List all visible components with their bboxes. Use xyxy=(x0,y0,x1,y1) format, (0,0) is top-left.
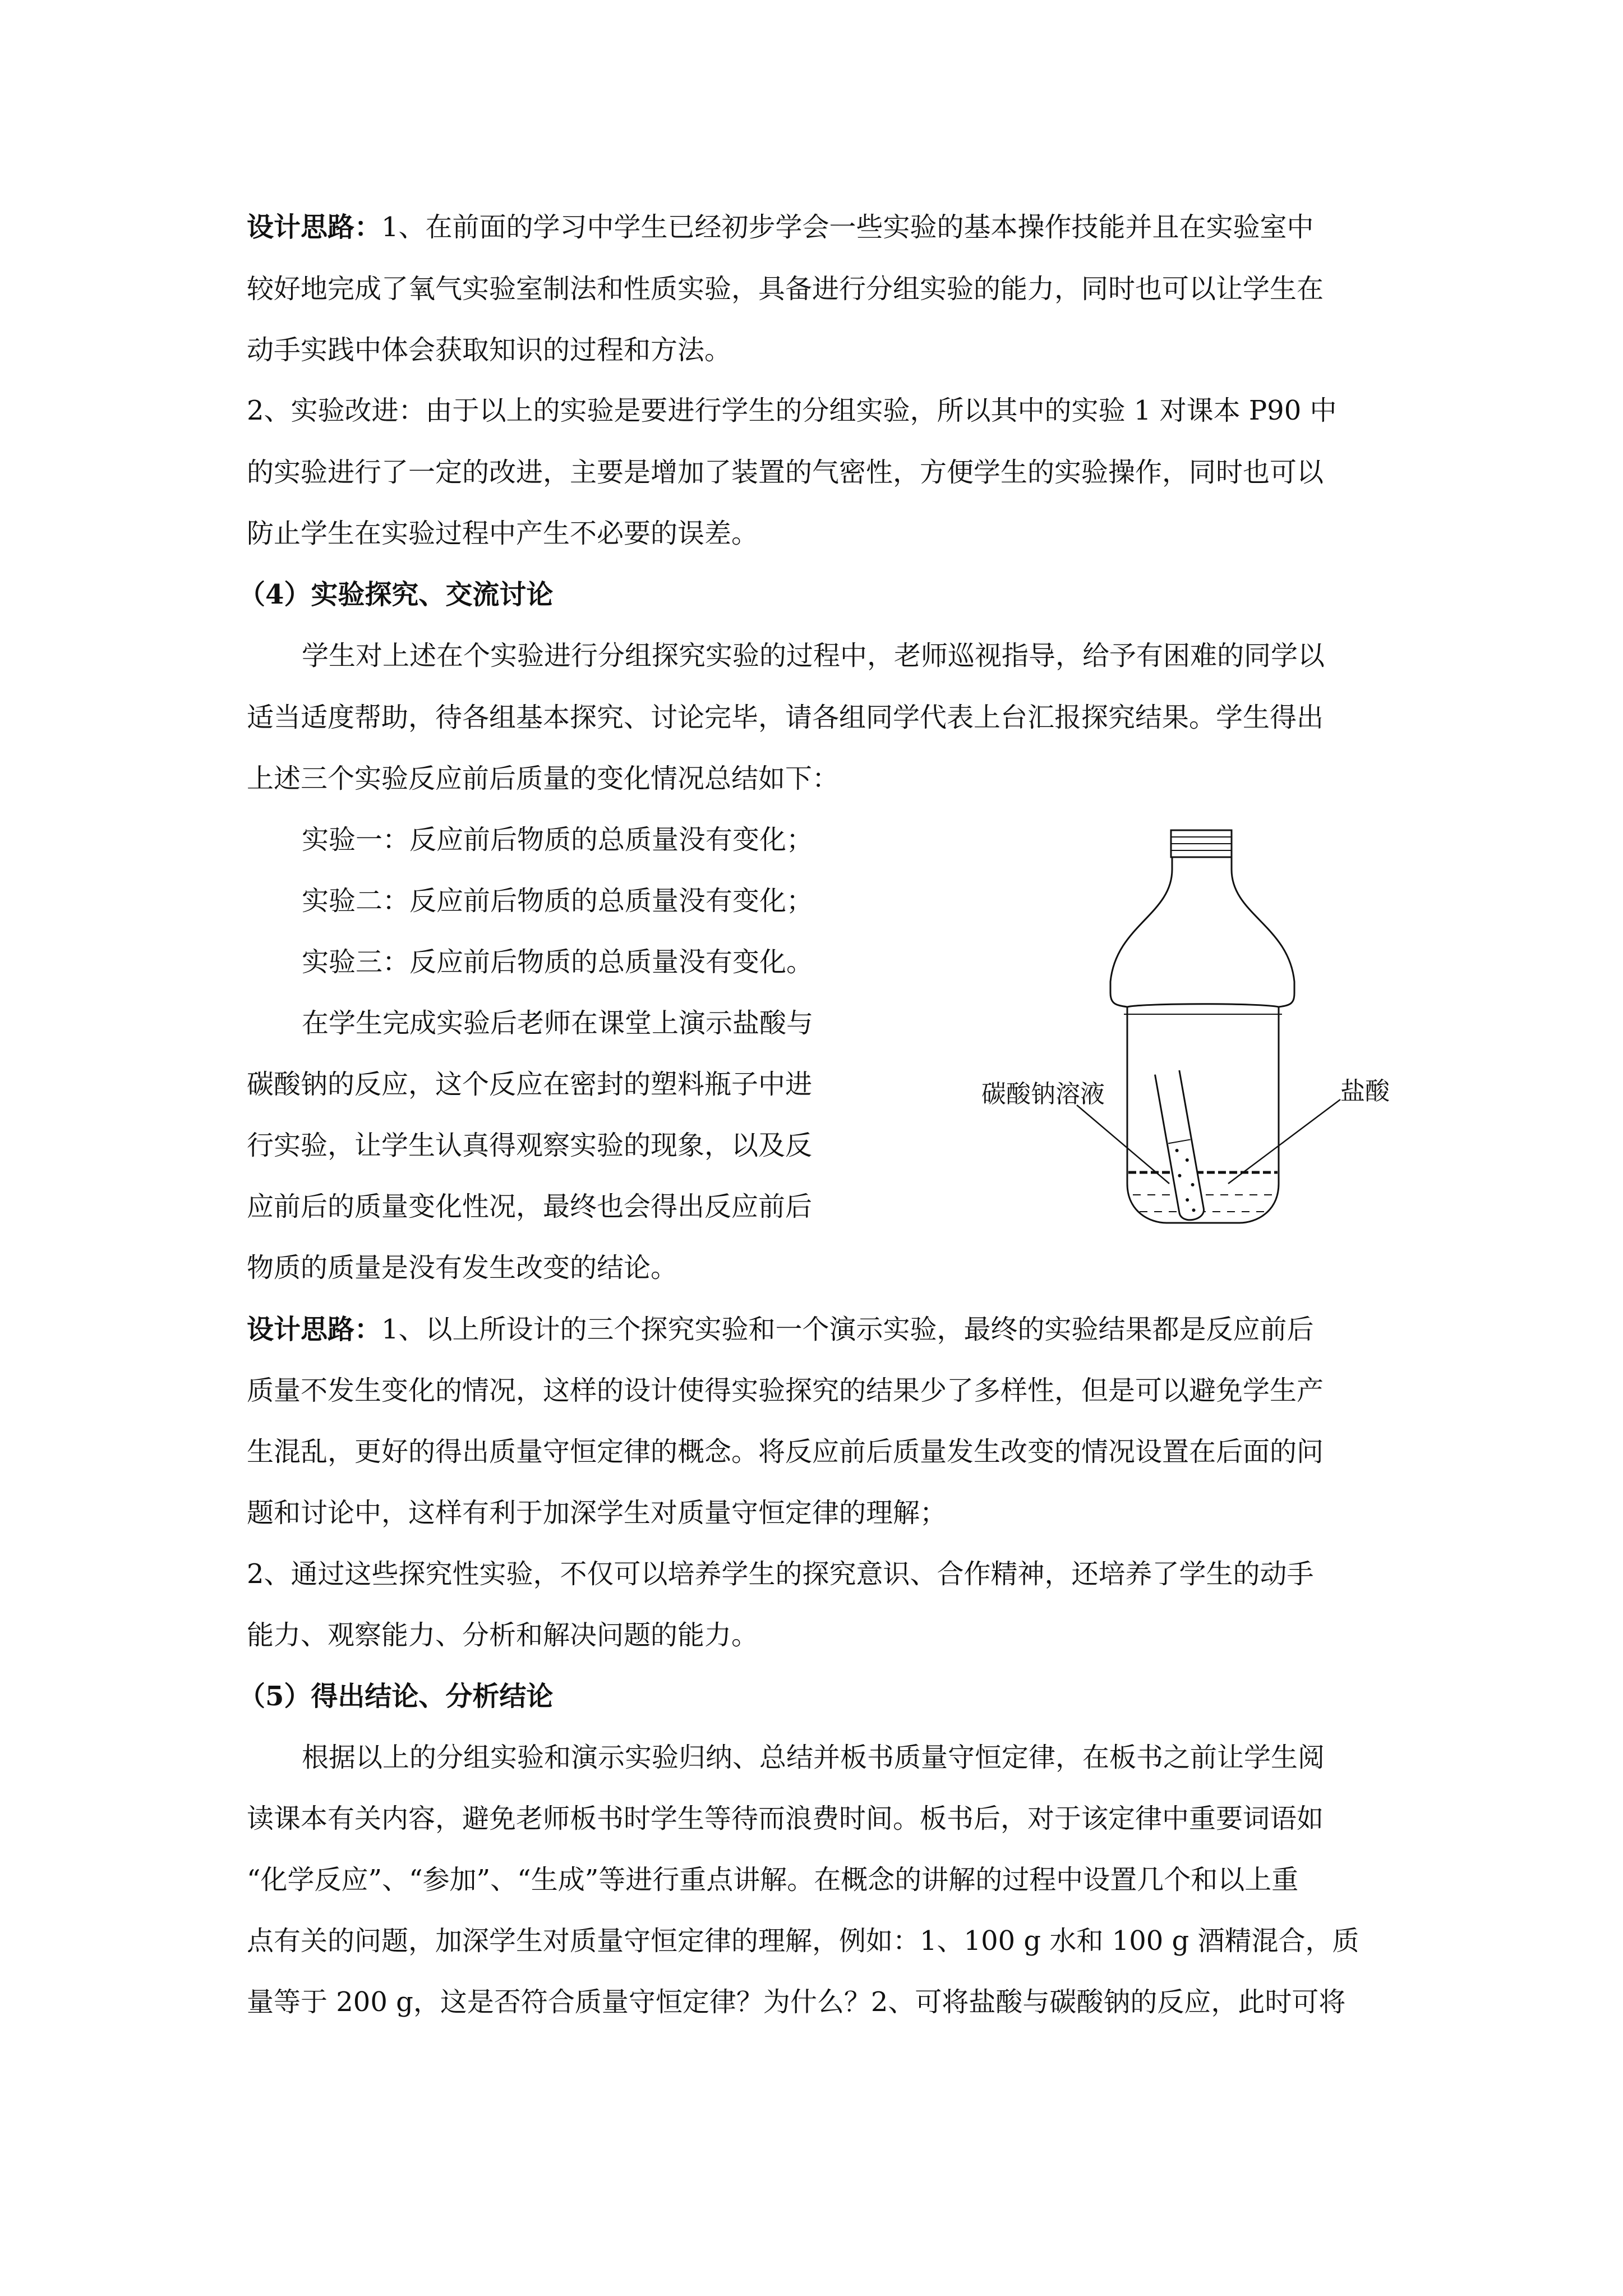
experiment-improvement-line-3: 防止学生在实验过程中产生不必要的误差。 xyxy=(247,518,759,549)
demo-paragraph-line-2: 碳酸钠的反应，这个反应在密封的塑料瓶子中进 xyxy=(247,1069,813,1100)
demo-paragraph-line-1: 在学生完成实验后老师在课堂上演示盐酸与 xyxy=(302,1007,814,1039)
design-idea-1-line-2: 较好地完成了氧气实验室制法和性质实验，具备进行分组实验的能力，同时也可以让学生在 xyxy=(247,273,1324,305)
experiment-result-1: 实验一：反应前后物质的总质量没有变化； xyxy=(302,824,814,855)
label-left-leader xyxy=(1077,1105,1169,1184)
conclusion-paragraph-line-1: 根据以上的分组实验和演示实验归纳、总结并板书质量守恒定律，在板书之前让学生阅 xyxy=(302,1742,1325,1773)
label-hydrochloric-acid: 盐酸 xyxy=(1340,1077,1390,1106)
inquiry-paragraph-line-3: 上述三个实验反应前后质量的变化情况总结如下： xyxy=(247,763,840,794)
design-idea-1-line-1 xyxy=(247,210,1314,244)
sealed-bottle-figure xyxy=(976,825,1424,1273)
conclusion-paragraph-line-5: 量等于 200 g，这是否符合质量守恒定律？为什么？2、可将盐酸与碳酸钠的反应，此时可将 xyxy=(247,1986,1346,2018)
text: 1、以上所设计的三个探究实验和一个演示实验，最终的实验结果都是反应前后 xyxy=(381,1314,1314,1345)
design-idea-2-line-1 xyxy=(247,1313,1314,1346)
design-idea-label: 设计思路： xyxy=(247,211,382,243)
text: 1、在前面的学习中学生已经初步学会一些实验的基本操作技能并且在实验室中 xyxy=(381,211,1314,243)
benefit-paragraph-line-1: 2、通过这些探究性实验，不仅可以培养学生的探究意识、合作精神，还培养了学生的动手 xyxy=(247,1558,1314,1590)
inquiry-paragraph-line-2: 适当适度帮助，待各组基本探究、讨论完毕，请各组同学代表上台汇报探究结果。学生得出 xyxy=(247,702,1324,733)
inquiry-paragraph-line-1: 学生对上述在个实验进行分组探究实验的过程中，老师巡视指导，给予有困难的同学以 xyxy=(302,640,1325,671)
label-sodium-carbonate: 碳酸钠溶液 xyxy=(981,1080,1105,1108)
conclusion-paragraph-line-4: 点有关的问题，加深学生对质量守恒定律的理解，例如：1、100 g 水和 100 g 酒精混合，质 xyxy=(247,1925,1359,1957)
test-tube xyxy=(1155,1070,1205,1222)
experiment-result-3: 实验三：反应前后物质的总质量没有变化。 xyxy=(302,946,814,978)
benefit-paragraph-line-2: 能力、观察能力、分析和解决问题的能力。 xyxy=(247,1619,759,1651)
demo-paragraph-line-3: 行实验，让学生认真得观察实验的现象，以及反 xyxy=(247,1130,813,1161)
design-idea-2-line-3: 生混乱，更好的得出质量守恒定律的概念。将反应前后质量发生改变的情况设置在后面的问 xyxy=(247,1436,1324,1467)
experiment-improvement-line-1: 2、实验改进：由于以上的实验是要进行学生的分组实验，所以其中的实验 1 对课本 P90 中 xyxy=(247,395,1337,426)
demo-paragraph-line-5: 物质的质量是没有发生改变的结论。 xyxy=(247,1252,678,1283)
label-right-leader xyxy=(1228,1099,1340,1184)
bottle-outline xyxy=(1110,857,1294,1223)
experiment-improvement-line-2: 的实验进行了一定的改进，主要是增加了装置的气密性，方便学生的实验操作，同时也可以 xyxy=(247,457,1324,488)
design-idea-label-2: 设计思路： xyxy=(247,1314,382,1345)
design-idea-1-line-3: 动手实践中体会获取知识的过程和方法。 xyxy=(247,334,732,366)
conclusion-paragraph-line-2: 读课本有关内容，避免老师板书时学生等待而浪费时间。板书后，对于该定律中重要词语如 xyxy=(247,1803,1324,1834)
section-heading-5: （5）得出结论、分析结论 xyxy=(238,1681,554,1712)
section-heading-4: （4）实验探究、交流讨论 xyxy=(238,579,554,610)
demo-paragraph-line-4: 应前后的质量变化性况，最终也会得出反应前后 xyxy=(247,1191,813,1222)
design-idea-2-line-4: 题和讨论中，这样有利于加深学生对质量守恒定律的理解； xyxy=(247,1497,947,1529)
design-idea-2-line-2: 质量不发生变化的情况，这样的设计使得实验探究的结果少了多样性，但是可以避免学生产 xyxy=(247,1375,1324,1406)
experiment-result-2: 实验二：反应前后物质的总质量没有变化； xyxy=(302,885,814,917)
conclusion-paragraph-line-3: “化学反应”、“参加”、“生成”等进行重点讲解。在概念的讲解的过程中设置几个和以上重 xyxy=(247,1864,1299,1895)
